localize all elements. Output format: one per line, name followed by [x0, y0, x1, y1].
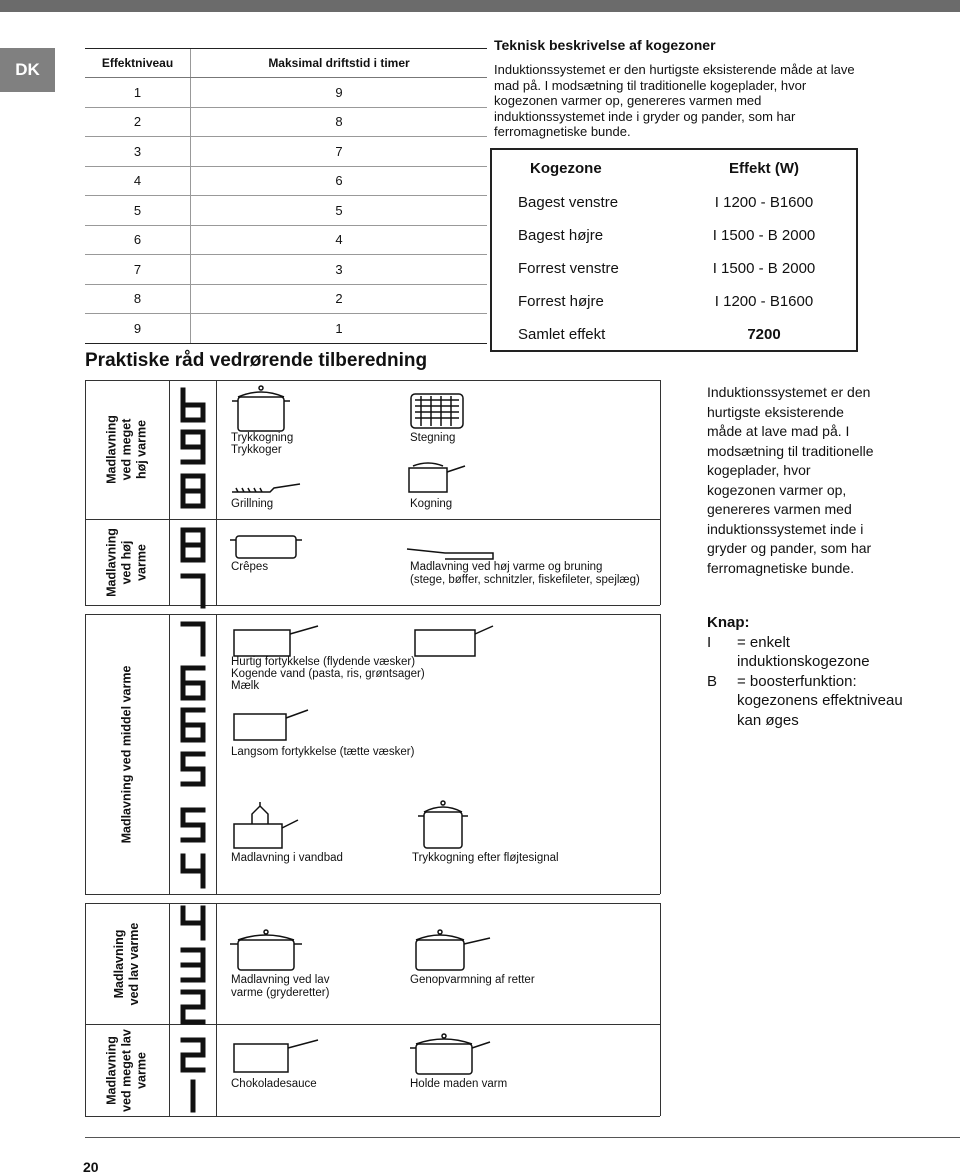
label-reheating: Genopvarmning af retter: [410, 974, 535, 986]
legend-item: [707, 672, 907, 731]
hours-cell: 3: [335, 261, 343, 277]
pot-lid-icon: [410, 1032, 492, 1076]
label-keep-warm: Holde maden varm: [410, 1078, 508, 1090]
label-stegning: Stegning: [410, 432, 456, 444]
level-cell: 8: [85, 285, 191, 314]
table-row: [492, 219, 856, 252]
saucepan-icon: [405, 622, 495, 658]
pressure-cooker-icon: [230, 383, 292, 433]
hours-cell: 9: [335, 84, 343, 100]
table-row: [85, 78, 487, 108]
label-slow-thickening: Langsom fortykkelse (tætte væsker): [231, 746, 415, 758]
digit-7-icon: [183, 624, 203, 654]
table-row: [85, 255, 487, 285]
label-trykkoger: Trykkoger: [231, 444, 282, 456]
digit-2-icon: [183, 1040, 203, 1070]
digit-9-icon: [183, 432, 203, 462]
legend-item: [707, 633, 907, 672]
side-label-high-heat: Madlavning ved høj varme: [104, 527, 149, 597]
label-kogning: Kogning: [410, 498, 453, 510]
zone-cell: Bagest højre: [518, 227, 604, 244]
hours-cell: 4: [335, 232, 343, 248]
saucepan-icon: [405, 460, 467, 496]
side-label-cell: [85, 519, 169, 605]
table-row: [492, 186, 856, 219]
grill-pan-icon: [230, 478, 302, 498]
induction-description: Induktionssystemet er den hurtigste eksisterende måde at lave mad på. I modsætning til traditionelle kogeplader, hvor kogezonen varmer op, genereres varmen med induktionssystemet inde i gryder og pander, som har ferromagnetiske bunde.: [707, 384, 874, 576]
saucepan-icon: [230, 622, 320, 658]
label-grillning: Grillning: [231, 498, 274, 510]
side-label-very-low-heat: Madlavning ved meget lav varme: [104, 1028, 149, 1112]
grid-line: [216, 380, 217, 605]
side-label-medium-heat: Madlavning ved middel varme: [119, 665, 134, 843]
level-cell: 3: [85, 137, 191, 166]
saucepan-lid-icon: [410, 928, 492, 972]
power-cell: 7200: [747, 326, 781, 343]
label-low-heat-1: Madlavning ved lav: [231, 974, 330, 986]
saucepan-icon: [230, 708, 310, 744]
digit-6-icon: [183, 668, 203, 698]
zone-cell: Forrest højre: [518, 293, 604, 310]
casserole-icon: [230, 928, 302, 972]
digit-b-icon: [183, 390, 203, 420]
table-row: [492, 318, 856, 351]
digit-7-icon: [183, 576, 203, 606]
col-max-hours: Maksimal driftstid i timer: [268, 56, 410, 70]
digit-2-icon: [183, 992, 203, 1022]
level-cell: 7: [85, 255, 191, 284]
side-label-cell: [85, 1024, 169, 1116]
level-cell: 4: [85, 167, 191, 196]
side-label-cell: [85, 380, 169, 519]
table-row: [85, 108, 487, 138]
hours-cell: 7: [335, 143, 343, 159]
label-crepes: Crêpes: [231, 561, 269, 573]
level-cell: 1: [85, 78, 191, 107]
col-power: Effekt (W): [729, 159, 799, 177]
water-bath-icon: [230, 800, 300, 850]
saucepan-icon: [230, 1038, 320, 1074]
digit-3-icon: [183, 950, 203, 980]
fry-basket-icon: [405, 388, 469, 432]
label-milk: Mælk: [231, 680, 260, 692]
legend-key: I: [707, 633, 712, 651]
zone-cell: Samlet effekt: [518, 326, 606, 343]
footer-rule: [85, 1137, 960, 1138]
digit-5-icon: [183, 754, 203, 784]
knob-legend: [707, 613, 907, 730]
effect-table-header: [85, 49, 487, 78]
legend-key: B: [707, 672, 718, 690]
language-tab: DK: [0, 48, 55, 92]
effect-level-table: [85, 48, 487, 344]
table-row: [85, 196, 487, 226]
level-cell: 9: [85, 314, 191, 343]
hours-cell: 5: [335, 202, 343, 218]
knob-legend-title: Knap:: [707, 614, 750, 631]
side-label-low-heat: Madlavning ved lav varme: [112, 922, 141, 1005]
tech-title: Teknisk beskrivelse af kogezoner: [494, 37, 716, 53]
power-cell: I 1200 - B1600: [714, 293, 814, 310]
level-cell: 2: [85, 108, 191, 137]
label-low-heat-2: varme (gryderetter): [231, 987, 330, 999]
table-row: [85, 285, 487, 315]
digit-4-icon: [183, 908, 203, 938]
table-row: [492, 285, 856, 318]
zone-cell: Forrest venstre: [518, 260, 619, 277]
table-row: [85, 137, 487, 167]
label-chocolate-sauce: Chokoladesauce: [231, 1078, 317, 1090]
label-high-heat-examples: (stege, bøffer, schnitzler, fiskefileter, spejlæg): [410, 574, 640, 586]
grid-line: [660, 903, 661, 1116]
zone-cell: Bagest venstre: [518, 194, 619, 211]
grid-line: [85, 1116, 660, 1117]
label-water-bath: Madlavning i vandbad: [231, 852, 343, 864]
label-pressure-after-whistle: Trykkogning efter fløjtesignal: [412, 852, 559, 864]
digit-8-icon: [183, 476, 203, 506]
page-number: 20: [83, 1159, 99, 1175]
hours-cell: 1: [335, 320, 343, 336]
grid-line: [660, 614, 661, 894]
legend-text: = enkelt induktionskogezone: [737, 633, 870, 670]
table-row: [85, 167, 487, 197]
label-boiling-water: Kogende vand (pasta, ris, grøntsager): [231, 668, 425, 680]
power-cell: I 1200 - B1600: [714, 194, 814, 211]
digit-8-icon: [183, 530, 203, 560]
top-bar: [0, 0, 960, 12]
grid-line: [660, 380, 661, 605]
frying-pan-icon: [405, 545, 495, 561]
digit-4-icon: [183, 856, 203, 886]
label-high-heat-browning: Madlavning ved høj varme og bruning: [410, 561, 603, 573]
hours-cell: 8: [335, 114, 343, 130]
cooking-zone-table: [490, 148, 858, 352]
tech-body: Induktionssystemet er den hurtigste eksisterende måde at lave mad på. I modsætning til traditionelle kogeplader, hvor kogezonen varmer op, genereres varmen med induktionssystemet inde i gryder og pander, som har ferromagnetiske bunde.: [494, 62, 855, 139]
label-trykkogning: Trykkogning: [231, 432, 294, 444]
col-zone: Kogezone: [530, 159, 602, 177]
legend-text: = boosterfunktion: kogezonens effektniveau kan øges: [737, 672, 903, 729]
side-label-cell: [85, 903, 169, 1024]
digit-6-icon: [183, 710, 203, 740]
hours-cell: 6: [335, 173, 343, 189]
side-label-cell: [85, 614, 169, 894]
hours-cell: 2: [335, 291, 343, 307]
seven-segment-digits: [169, 380, 216, 1116]
table-row: [492, 252, 856, 285]
table-row: [85, 226, 487, 256]
wide-pot-icon: [230, 530, 302, 560]
grid-line: [216, 614, 217, 894]
side-label-very-high-heat: Madlavning ved meget høj varme: [104, 415, 149, 484]
col-effect-level: Effektniveau: [85, 49, 191, 77]
digit-5-icon: [183, 810, 203, 840]
advice-title: Praktiske råd vedrørende tilberedning: [85, 350, 428, 371]
level-cell: 5: [85, 196, 191, 225]
zone-table-header: [492, 150, 856, 186]
label-fast-thickening: Hurtig fortykkelse (flydende væsker): [231, 656, 416, 668]
power-cell: I 1500 - B 2000: [712, 260, 816, 277]
grid-line: [216, 903, 217, 1116]
power-cell: I 1500 - B 2000: [712, 227, 816, 244]
level-cell: 6: [85, 226, 191, 255]
pressure-cooker-icon: [418, 798, 468, 850]
table-row: [85, 314, 487, 343]
